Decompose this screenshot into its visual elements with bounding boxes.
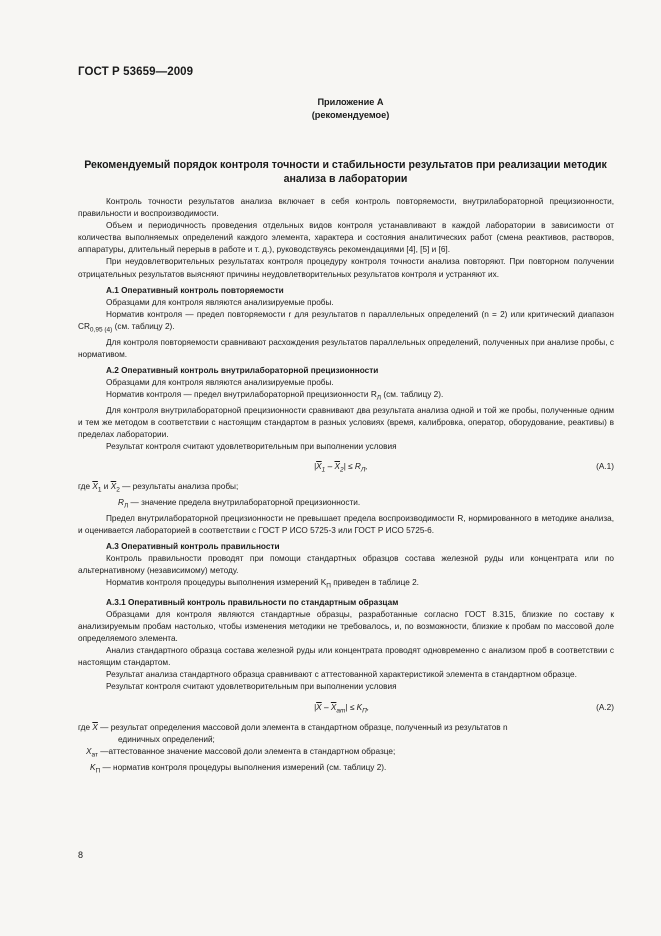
document-body xyxy=(78,196,614,777)
formula-a1-expression: $|\overline{X}_1 - \overline{X}_2| \le R_Л$, xyxy=(314,462,368,474)
a1-paragraph-1: Образцами для контроля являются анализируемые пробы. xyxy=(106,297,334,307)
a31-paragraph-2: Анализ стандартного образца состава железной руды или концентрата проводят одновременно с анализом проб в соответствии с настоящим стандартом. xyxy=(78,646,614,668)
formula-a2-expression: $|\overline{X} - \overline{X}_{ат}| \le K_П$, xyxy=(314,702,370,715)
section-a2-heading: А.2 Оперативный контроль внутрилабораторной прецизионности xyxy=(106,365,379,375)
section-a31-heading: А.3.1 Оперативный контроль правильности по стандартным образцам xyxy=(106,597,399,607)
a31-paragraph-1: Образцами для контроля являются стандартные образцы, разработанные согласно ГОСТ 8.315, близкие по составу к анализируемым пробам настолько, чтобы изменения методики не требовалось, и, по возможности, близкие к пробам по массовой доле определяемого элемента. xyxy=(78,609,614,644)
section-a3-heading: А.3 Оперативный контроль правильности xyxy=(106,541,280,551)
formula-a1 xyxy=(78,453,614,481)
a2-paragraph-5: Предел внутрилабораторной прецизионности не превышает предела воспроизводимости R, нормированного в методике анализа, и оценивается лабораторией в соответствии с ГОСТ Р ИСО 5725-3 или ГОСТ Р ИСО 5725-6. xyxy=(78,513,614,535)
intro-paragraph-1: Контроль точности результатов анализа включает в себя контроль повторяемости, внутрилабораторной прецизионности, правильности и воспроизводимости. xyxy=(78,197,614,219)
a31-where-line-1-cont: единичных определений; xyxy=(118,734,215,744)
appendix-title: Приложение А xyxy=(317,97,384,107)
a2-where-line-2: $R_Л$ — значение предела внутрилабораторной прецизионности. xyxy=(118,497,361,510)
a31-where-line-3: $K_П$ — норматив контроля процедуры выполнения измерений (см. таблицу 2). xyxy=(90,762,387,775)
page-number: 8 xyxy=(78,850,84,860)
section-title: Рекомендуемый порядок контроля точности и стабильности результатов при реализации методик анализа в лаборатории xyxy=(84,159,607,185)
appendix-status: (рекомендуемое) xyxy=(311,110,390,120)
a2-paragraph-2: Норматив контроля — предел внутрилабораторной прецизионности $R_Л$ (см. таблицу 2). xyxy=(106,390,444,402)
a31-paragraph-4: Результат контроля считают удовлетворительным при выполнении условия xyxy=(106,682,397,692)
a1-paragraph-3: Для контроля повторяемости сравнивают расхождения результатов параллельных определений, полученных при анализе пробы, с нормативом. xyxy=(78,337,614,359)
formula-a1-number: (А.1) xyxy=(596,462,614,472)
a3-paragraph-1: Контроль правильности проводят при помощи стандартных образцов состава железной руды или концентрата или по альтернативному (независимому) методу. xyxy=(78,553,614,575)
intro-paragraph-2: Объем и периодичность проведения отдельных видов контроля устанавливают в каждой лаборатории в зависимости от количества выполняемых определений каждого элемента, характера и состояния аналитических работ (смена реактивов, растворов, аппаратуры, длительный перерыв в работе и т. д.), руководствуясь рекомендациями [4], [5] и [6]. xyxy=(78,221,614,255)
formula-a2 xyxy=(78,694,614,722)
standard-header: ГОСТ Р 53659—2009 xyxy=(78,66,194,78)
a31-paragraph-3: Результат анализа стандартного образца сравнивают с аттестованной характеристикой элемента в стандартном образце. xyxy=(106,670,577,680)
a2-where-line-1: где $\overline{X}_1$ и $\overline{X}_2$ — результаты анализа пробы; xyxy=(78,482,239,494)
section-a1-heading: А.1 Оперативный контроль повторяемости xyxy=(106,285,284,295)
a2-paragraph-3: Для контроля внутрилабораторной прецизионности сравнивают два результата анализа одной и той же пробы, полученные одним и тем же методом в соответствии с настоящим стандартом в разных условиях (время, калибровка, оператор, оборудование, реактивы) в пределах лаборатории. xyxy=(78,405,614,439)
a3-paragraph-2: Норматив контроля процедуры выполнения измерений $K_П$ приведен в таблице 2. xyxy=(106,578,419,590)
intro-paragraph-3: При неудовлетворительных результатах контроля процедуру контроля точности анализа повторяют. При повторном получении отрицательных результатов выясняют причины неудовлетворительных результатов контроля и устраняют их. xyxy=(78,257,614,279)
a2-paragraph-1: Образцами для контроля являются анализируемые пробы. xyxy=(106,377,334,387)
a31-where-line-1: где $\overline{X}$ — результат определения массовой доли элемента в стандартном образце, полученный из результатов n xyxy=(78,722,508,732)
a31-where-line-2: $X_{ат}$ —аттестованное значение массовой доли элемента в стандартном образце; xyxy=(86,746,396,759)
formula-a2-number: (А.2) xyxy=(596,702,614,712)
a1-paragraph-2: Норматив контроля — предел повторяемости r для результатов n параллельных определений (n = 2) или критический диапазон $CR_{0,95 (4)}$ (см. таблицу 2). xyxy=(78,309,614,334)
a2-paragraph-4: Результат контроля считают удовлетворительным при выполнении условия xyxy=(106,442,397,452)
